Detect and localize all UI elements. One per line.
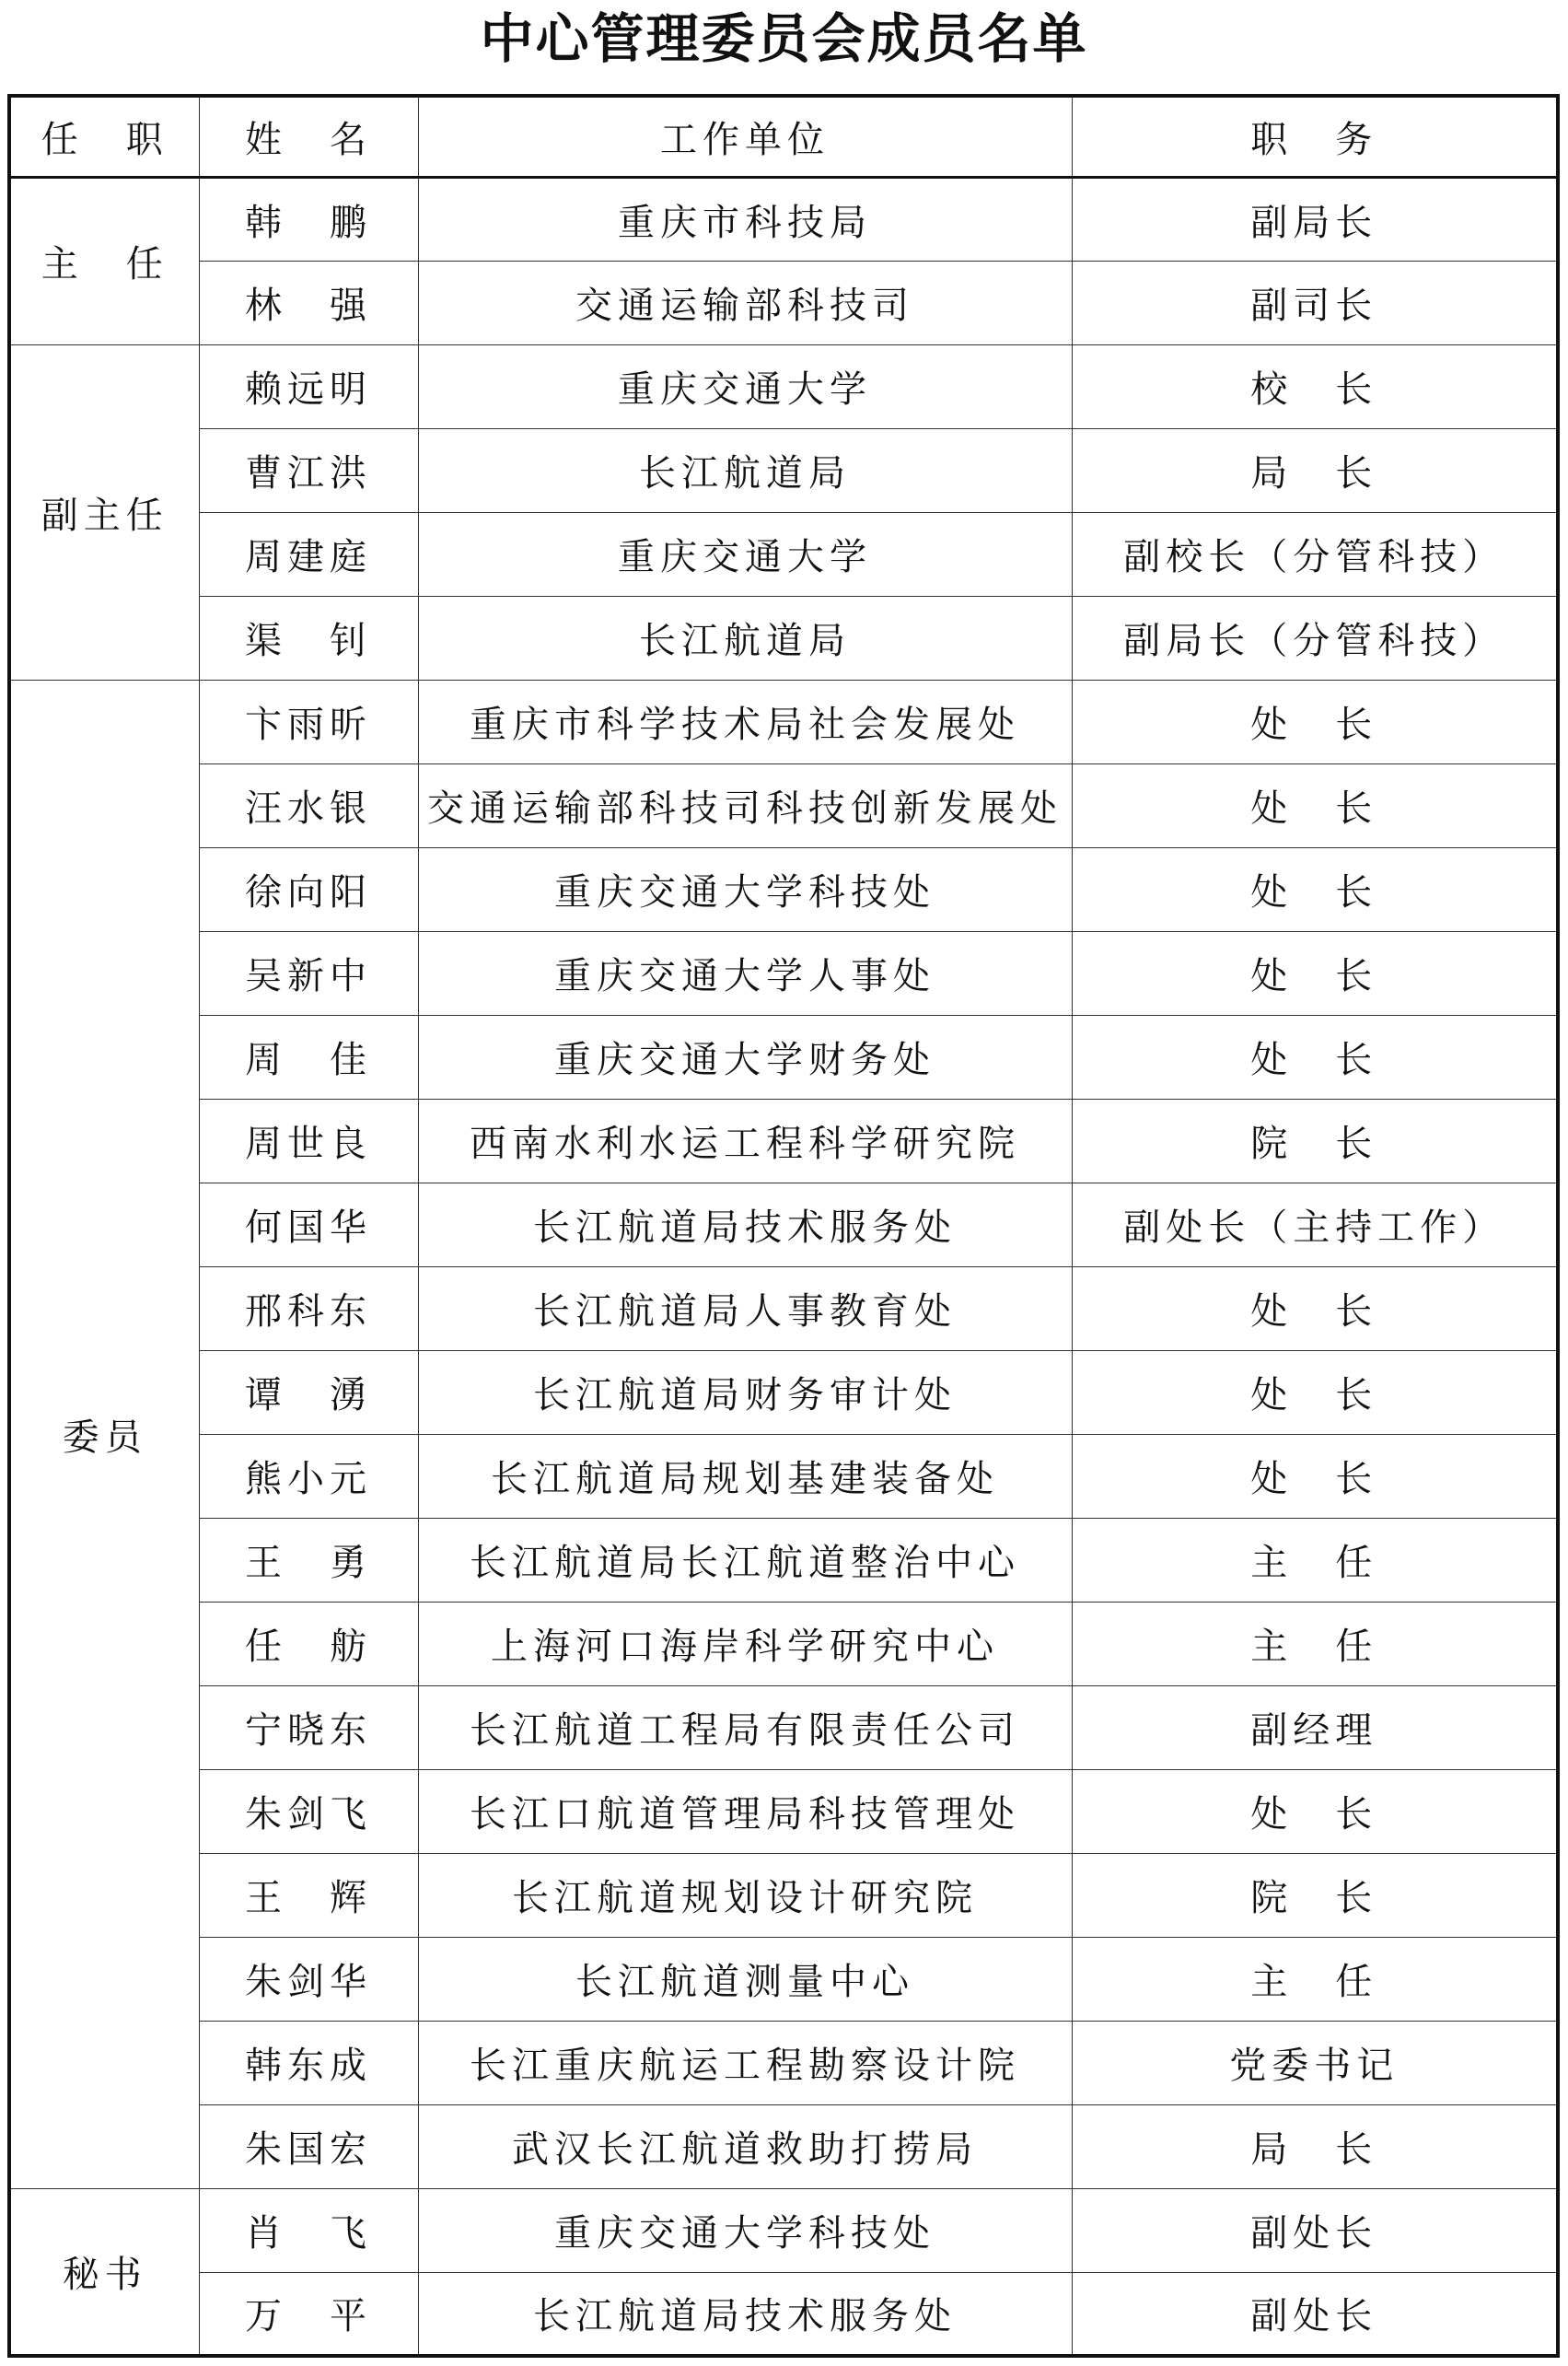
member-unit: 重庆市科技局 (418, 177, 1072, 261)
member-post: 处 长 (1072, 1015, 1558, 1099)
table-header-row (9, 96, 1558, 177)
member-name: 周世良 (199, 1099, 418, 1183)
member-name: 韩 鹏 (199, 177, 418, 261)
role-cell-secretary: 秘书 (9, 2188, 199, 2356)
header-unit: 工作单位 (418, 96, 1072, 177)
member-post: 副局长（分管科技） (1072, 596, 1558, 680)
member-post: 主 任 (1072, 1602, 1558, 1685)
member-post: 局 长 (1072, 2104, 1558, 2188)
table-row (9, 1266, 1558, 1350)
member-name: 周建庭 (199, 512, 418, 596)
member-post: 主 任 (1072, 1937, 1558, 2021)
member-unit: 长江重庆航运工程勘察设计院 (418, 2021, 1072, 2104)
table-row (9, 1350, 1558, 1434)
member-name: 卞雨昕 (199, 680, 418, 763)
member-unit: 重庆交通大学 (418, 512, 1072, 596)
member-name: 何国华 (199, 1183, 418, 1266)
member-post: 副处长 (1072, 2272, 1558, 2356)
table-row (9, 344, 1558, 428)
table-row (9, 1937, 1558, 2021)
member-unit: 长江航道局财务审计处 (418, 1350, 1072, 1434)
member-post: 副处长 (1072, 2188, 1558, 2272)
table-row (9, 1434, 1558, 1518)
table-row (9, 1015, 1558, 1099)
member-name: 汪水银 (199, 763, 418, 847)
member-post: 处 长 (1072, 1266, 1558, 1350)
member-post: 副校长（分管科技） (1072, 512, 1558, 596)
member-post: 校 长 (1072, 344, 1558, 428)
role-cell-director: 主 任 (9, 177, 199, 344)
member-name: 谭 湧 (199, 1350, 418, 1434)
page-title: 中心管理委员会成员名单 (480, 7, 1088, 70)
header-name: 姓 名 (199, 96, 418, 177)
member-name: 王 勇 (199, 1518, 418, 1602)
role-cell-committee-member: 委员 (9, 680, 199, 2188)
table-row (9, 1769, 1558, 1853)
member-post: 处 长 (1072, 931, 1558, 1015)
member-unit: 重庆交通大学人事处 (418, 931, 1072, 1015)
member-unit: 长江航道局技术服务处 (418, 1183, 1072, 1266)
member-unit: 交通运输部科技司科技创新发展处 (418, 763, 1072, 847)
member-post: 处 长 (1072, 680, 1558, 763)
table-row (9, 1183, 1558, 1266)
committee-roster-table (7, 94, 1560, 2358)
member-unit: 重庆交通大学科技处 (418, 2188, 1072, 2272)
member-unit: 长江航道测量中心 (418, 1937, 1072, 2021)
member-name: 周 佳 (199, 1015, 418, 1099)
member-unit: 重庆交通大学科技处 (418, 847, 1072, 931)
role-cell-deputy-director: 副主任 (9, 344, 199, 680)
member-post: 党委书记 (1072, 2021, 1558, 2104)
member-unit: 长江航道工程局有限责任公司 (418, 1685, 1072, 1769)
table-row (9, 2272, 1558, 2356)
table-row (9, 1099, 1558, 1183)
member-name: 朱国宏 (199, 2104, 418, 2188)
member-post: 处 长 (1072, 1350, 1558, 1434)
member-name: 赖远明 (199, 344, 418, 428)
header-role: 任 职 (9, 96, 199, 177)
member-unit: 长江航道局技术服务处 (418, 2272, 1072, 2356)
table-row (9, 680, 1558, 763)
member-name: 肖 飞 (199, 2188, 418, 2272)
member-name: 渠 钊 (199, 596, 418, 680)
member-unit: 重庆交通大学 (418, 344, 1072, 428)
table-row (9, 1602, 1558, 1685)
member-post: 院 长 (1072, 1853, 1558, 1937)
member-name: 吴新中 (199, 931, 418, 1015)
member-unit: 长江航道规划设计研究院 (418, 1853, 1072, 1937)
table-row (9, 1518, 1558, 1602)
table-row (9, 2188, 1558, 2272)
member-name: 曹江洪 (199, 428, 418, 512)
member-name: 熊小元 (199, 1434, 418, 1518)
header-post: 职 务 (1072, 96, 1558, 177)
table-row (9, 847, 1558, 931)
member-unit: 长江航道局人事教育处 (418, 1266, 1072, 1350)
table-row (9, 931, 1558, 1015)
member-name: 徐向阳 (199, 847, 418, 931)
member-name: 朱剑飞 (199, 1769, 418, 1853)
member-unit: 重庆市科学技术局社会发展处 (418, 680, 1072, 763)
table-row (9, 1685, 1558, 1769)
table-row (9, 2021, 1558, 2104)
member-unit: 重庆交通大学财务处 (418, 1015, 1072, 1099)
member-unit: 交通运输部科技司 (418, 261, 1072, 344)
member-unit: 长江航道局 (418, 428, 1072, 512)
member-unit: 长江航道局 (418, 596, 1072, 680)
member-post: 院 长 (1072, 1099, 1558, 1183)
member-name: 林 强 (199, 261, 418, 344)
member-post: 主 任 (1072, 1518, 1558, 1602)
member-post: 处 长 (1072, 1434, 1558, 1518)
member-post: 处 长 (1072, 847, 1558, 931)
member-name: 任 舫 (199, 1602, 418, 1685)
table-row (9, 428, 1558, 512)
member-name: 王 辉 (199, 1853, 418, 1937)
member-unit: 武汉长江航道救助打捞局 (418, 2104, 1072, 2188)
table-row (9, 512, 1558, 596)
member-unit: 上海河口海岸科学研究中心 (418, 1602, 1072, 1685)
member-unit: 长江航道局规划基建装备处 (418, 1434, 1072, 1518)
member-post: 副司长 (1072, 261, 1558, 344)
member-post: 处 长 (1072, 1769, 1558, 1853)
member-post: 副处长（主持工作） (1072, 1183, 1558, 1266)
table-row (9, 2104, 1558, 2188)
table-row (9, 1853, 1558, 1937)
member-unit: 长江口航道管理局科技管理处 (418, 1769, 1072, 1853)
member-post: 局 长 (1072, 428, 1558, 512)
member-name: 宁晓东 (199, 1685, 418, 1769)
member-name: 韩东成 (199, 2021, 418, 2104)
member-post: 处 长 (1072, 763, 1558, 847)
member-name: 朱剑华 (199, 1937, 418, 2021)
table-row (9, 763, 1558, 847)
member-post: 副局长 (1072, 177, 1558, 261)
member-name: 万 平 (199, 2272, 418, 2356)
member-unit: 长江航道局长江航道整治中心 (418, 1518, 1072, 1602)
table-row (9, 596, 1558, 680)
table-row (9, 261, 1558, 344)
member-unit: 西南水利水运工程科学研究院 (418, 1099, 1072, 1183)
member-name: 邢科东 (199, 1266, 418, 1350)
member-post: 副经理 (1072, 1685, 1558, 1769)
table-row (9, 177, 1558, 261)
